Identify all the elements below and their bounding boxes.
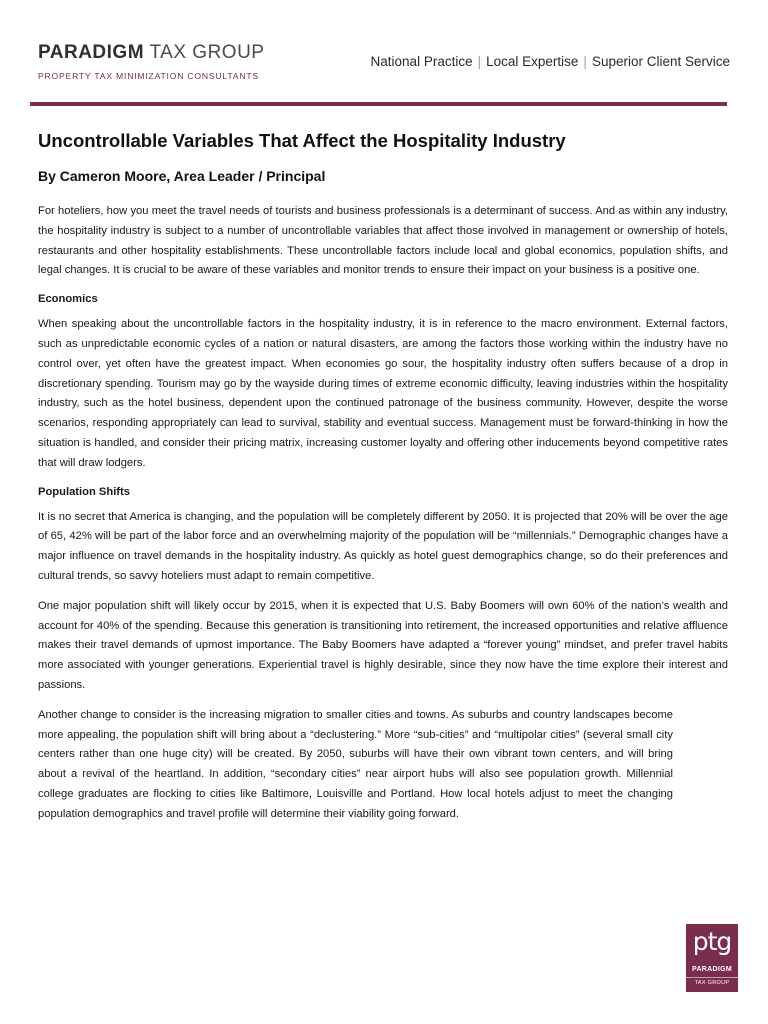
population-paragraph: One major population shift will likely occur by 2015, when it is expected that U.S. Baby Boomers will own 60% of the nation’s wealth and account for 40% of the spending. Because this generation is transitioning into retirement, the increased opportunities and relative affluence makes their travel demands of upmost importance. The Baby Boomers have adapted a “forever young” mindset, and prefer travel habits more associated with younger generations. Experiential travel is highly desirable, since they now have the time explore their interest and passions. (38, 599, 728, 691)
section-heading-population: Population Shifts (38, 485, 130, 498)
letterhead (38, 42, 730, 102)
tagline-item: Superior Client Service (591, 54, 730, 69)
article-title: Uncontrollable Variables That Affect the Hospitality Industry (38, 130, 566, 151)
intro-paragraph: For hoteliers, how you meet the travel needs of tourists and business professionals is a determinant of success. And as within any industry, the hospitality industry is subject to a number of uncontrollable variables that affect those involved in management or ownership of hotels, restaurants and other hospitality establishments. These uncontrollable factors include local and global economics, population shifts, and legal changes. It is crucial to be aware of these variables and monitor trends to ensure their impact on your business is a positive one. (38, 205, 728, 277)
header-rule (30, 102, 727, 106)
company-subtitle: PROPERTY TAX MINIMIZATION CONSULTANTS (38, 71, 259, 81)
tagline-item: Local Expertise (486, 54, 579, 69)
logo-text-tax-group: TAX GROUP (686, 977, 738, 986)
population-paragraph: It is no secret that America is changing, and the population will be completely different by 2050. It is projected that 20% will be over the age of 65, 42% will be part of the labor force and an overwhelming majority of the population will be “millennials.” Demographic changes have a major influence on travel demands in the hospitality industry. As quickly as hotel guest demographics change, so do their preferences and cultural trends, so savvy hoteliers must adapt to remain competitive. (38, 510, 728, 582)
company-name-rest: TAX GROUP (149, 42, 265, 63)
tagline-separator: | (477, 54, 482, 69)
article-byline: By Cameron Moore, Area Leader / Principal (38, 168, 326, 184)
tagline (371, 54, 730, 69)
tagline-item: National Practice (370, 54, 473, 69)
population-paragraph: Another change to consider is the increasing migration to smaller cities and towns. As suburbs and country landscapes become more appealing, the population shift will bring about a “declustering.” More “sub-cities” and “multipolar cities” (several small city centers rather than one huge city) will be created. By 2050, suburbs will have their own vibrant town centers, and will bring about a revival of the heartland. In addition, “secondary cities” near airport hubs will also see population growth. Millennial college graduates are flocking to cities like Baltimore, Louisville and Portland. How local hotels adjust to meet the changing population demographics and travel profile will determine their viability going forward. (38, 708, 673, 820)
logo-mark: ptg (692, 927, 732, 956)
company-name (38, 42, 264, 64)
section-heading-economics: Economics (38, 293, 98, 306)
company-name-bold: PARADIGM (38, 42, 145, 63)
article (38, 130, 728, 835)
economics-paragraph: When speaking about the uncontrollable factors in the hospitality industry, it is in reference to the macro environment. External factors, such as unpredictable economic cycles of a nation or natural disasters, are among the factors those working within the industry have no control over, yet often have the greatest impact. When economies go sour, the hospitality industry often suffers because of a drop in discretionary spending. Tourism may go by the wayside during times of extreme economic difficulty, leaving industries within the hospitality industry, such as the hotel business, dependent upon the continued patronage of the business community. However, despite the worse scenarios, responding appropriately can lead to survival, stability and eventual success. Management must be forward-thinking in how the situation is handled, and consider their pricing matrix, increasing customer loyalty and offering other inducements beyond competitive rates that will draw lodgers. (38, 318, 728, 469)
ptg-logo (686, 924, 738, 992)
tagline-separator: | (583, 54, 587, 69)
logo-text-paradigm: PARADIGM (692, 966, 732, 973)
